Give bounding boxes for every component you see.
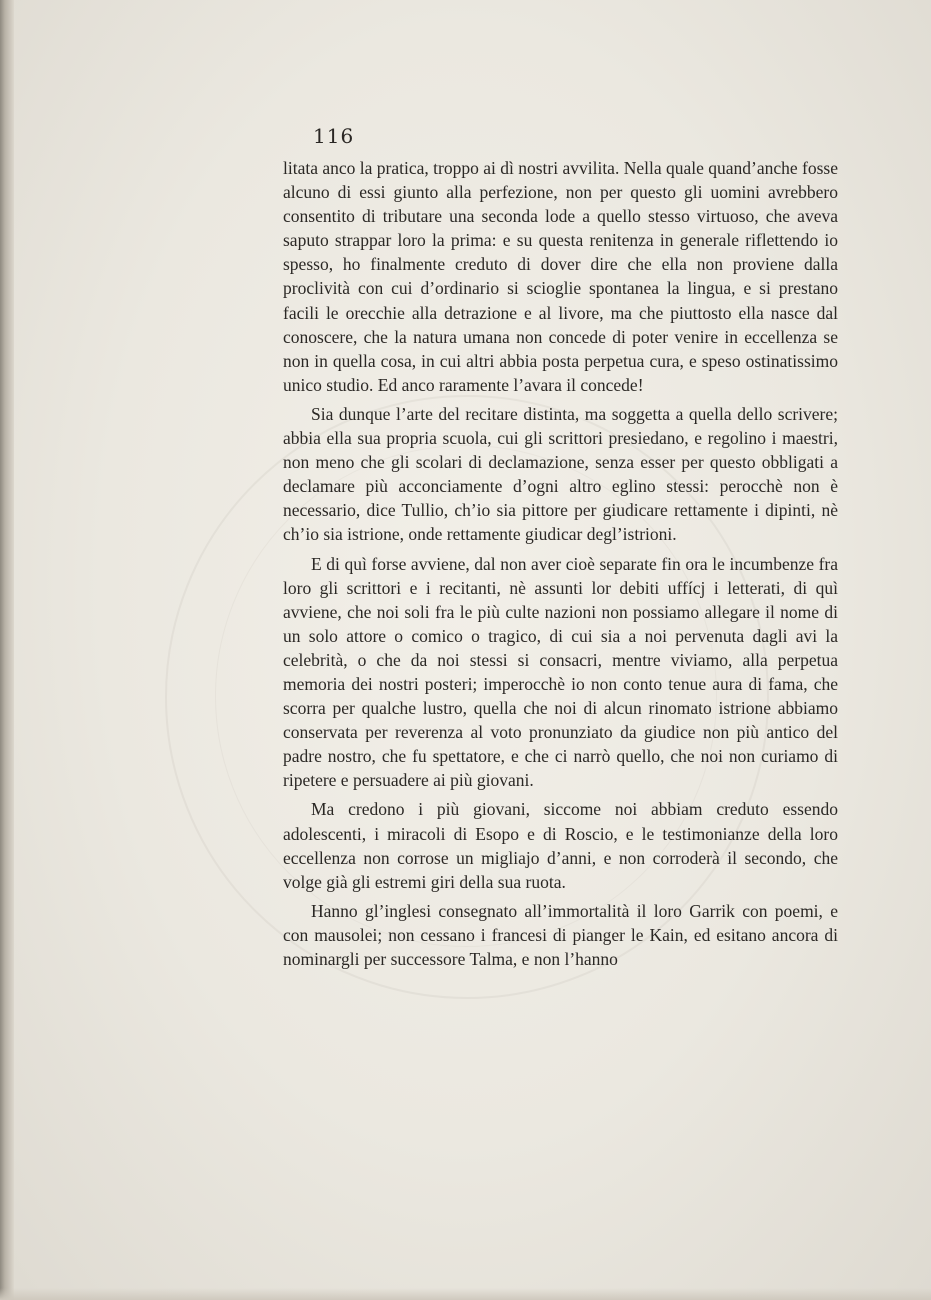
paragraph: Ma credono i più giovani, siccome noi abbiam creduto essendo adolescenti, i miracoli di Esopo e di Roscio, e le testimonianze della loro eccellenza non corrose un migliajo d’anni, e non corroderà il secondo, che volge già gli estremi giri della sua ruota. xyxy=(283,799,838,892)
paragraph: Sia dunque l’arte del recitare distinta, ma soggetta a quella dello scrivere; abbia ella sua propria scuola, cui gli scrittori presiedano, e regolino i maestri, non meno che gli scolari di declamazione, senza esser per questo obbligati a declamare più acconciamente d’ogni altro eglino stessi: perocchè non è necessario, dice Tullio, ch’io sia pittore per giudicare rettamente i dipinti, nè ch’io sia istrione, onde rettamente giudicar degl’istrioni. xyxy=(283,403,838,545)
body-text xyxy=(283,156,838,976)
page-bottom-edge xyxy=(0,1288,931,1300)
page-number: 116 xyxy=(313,124,355,148)
paragraph: litata anco la pratica, troppo ai dì nostri avvilita. Nella quale quand’anche fosse alcuno di essi giunto alla perfezione, non per questo gli uomini avrebbero consentito di tributare una seconda lode a quello stesso virtuoso, che aveva saputo strappar loro la prima: e su questa renitenza in generale riflettendo io spesso, ho finalmente creduto di dover dire che ella non proviene dalla proclività con cui d’ordinario si scioglie spontanea la lingua, e si prestano facili le orecchie alla detrazione e al livore, ma che piuttosto ella nasce dal conoscere, che la natura umana non concede di poter venire in eccellenza se non in quella cosa, in cui altri abbia posta perpetua cura, e speso ostinatissimo unico studio. Ed anco raramente l’avara il concede! xyxy=(283,158,838,395)
page-binding-edge xyxy=(0,0,14,1300)
paragraph: Hanno gl’inglesi consegnato all’immortalità il loro Garrik con poemi, e con mausolei; non cessano i francesi di pianger le Kain, ed esitano ancora di nominargli per successore Talma, e non l’hanno xyxy=(283,900,838,969)
paragraph: E di quì forse avviene, dal non aver cioè separate fin ora le incumbenze fra loro gli scrittori e i recitanti, nè assunti lor debiti uffícj i letterati, di quì avviene, che noi soli fra le più culte nazioni non possiamo allegare il nome di un solo attore o comico o tragico, di cui sia a noi pervenuta dagli avi la celebrità, o che da noi stessi si consacri, mentre viviamo, alla perpetua memoria dei nostri posteri; imperocchè io non conto tenue aura di fama, che scorra per qualche lustro, quella che noi di alcun rinomato istrione abbiamo conservata per reverenza al voto pronunziato da giudice non più antico del padre nostro, che fu spettatore, e che ci narrò quello, che noi non curiamo di ripetere e persuadere ai più giovani. xyxy=(283,553,838,791)
